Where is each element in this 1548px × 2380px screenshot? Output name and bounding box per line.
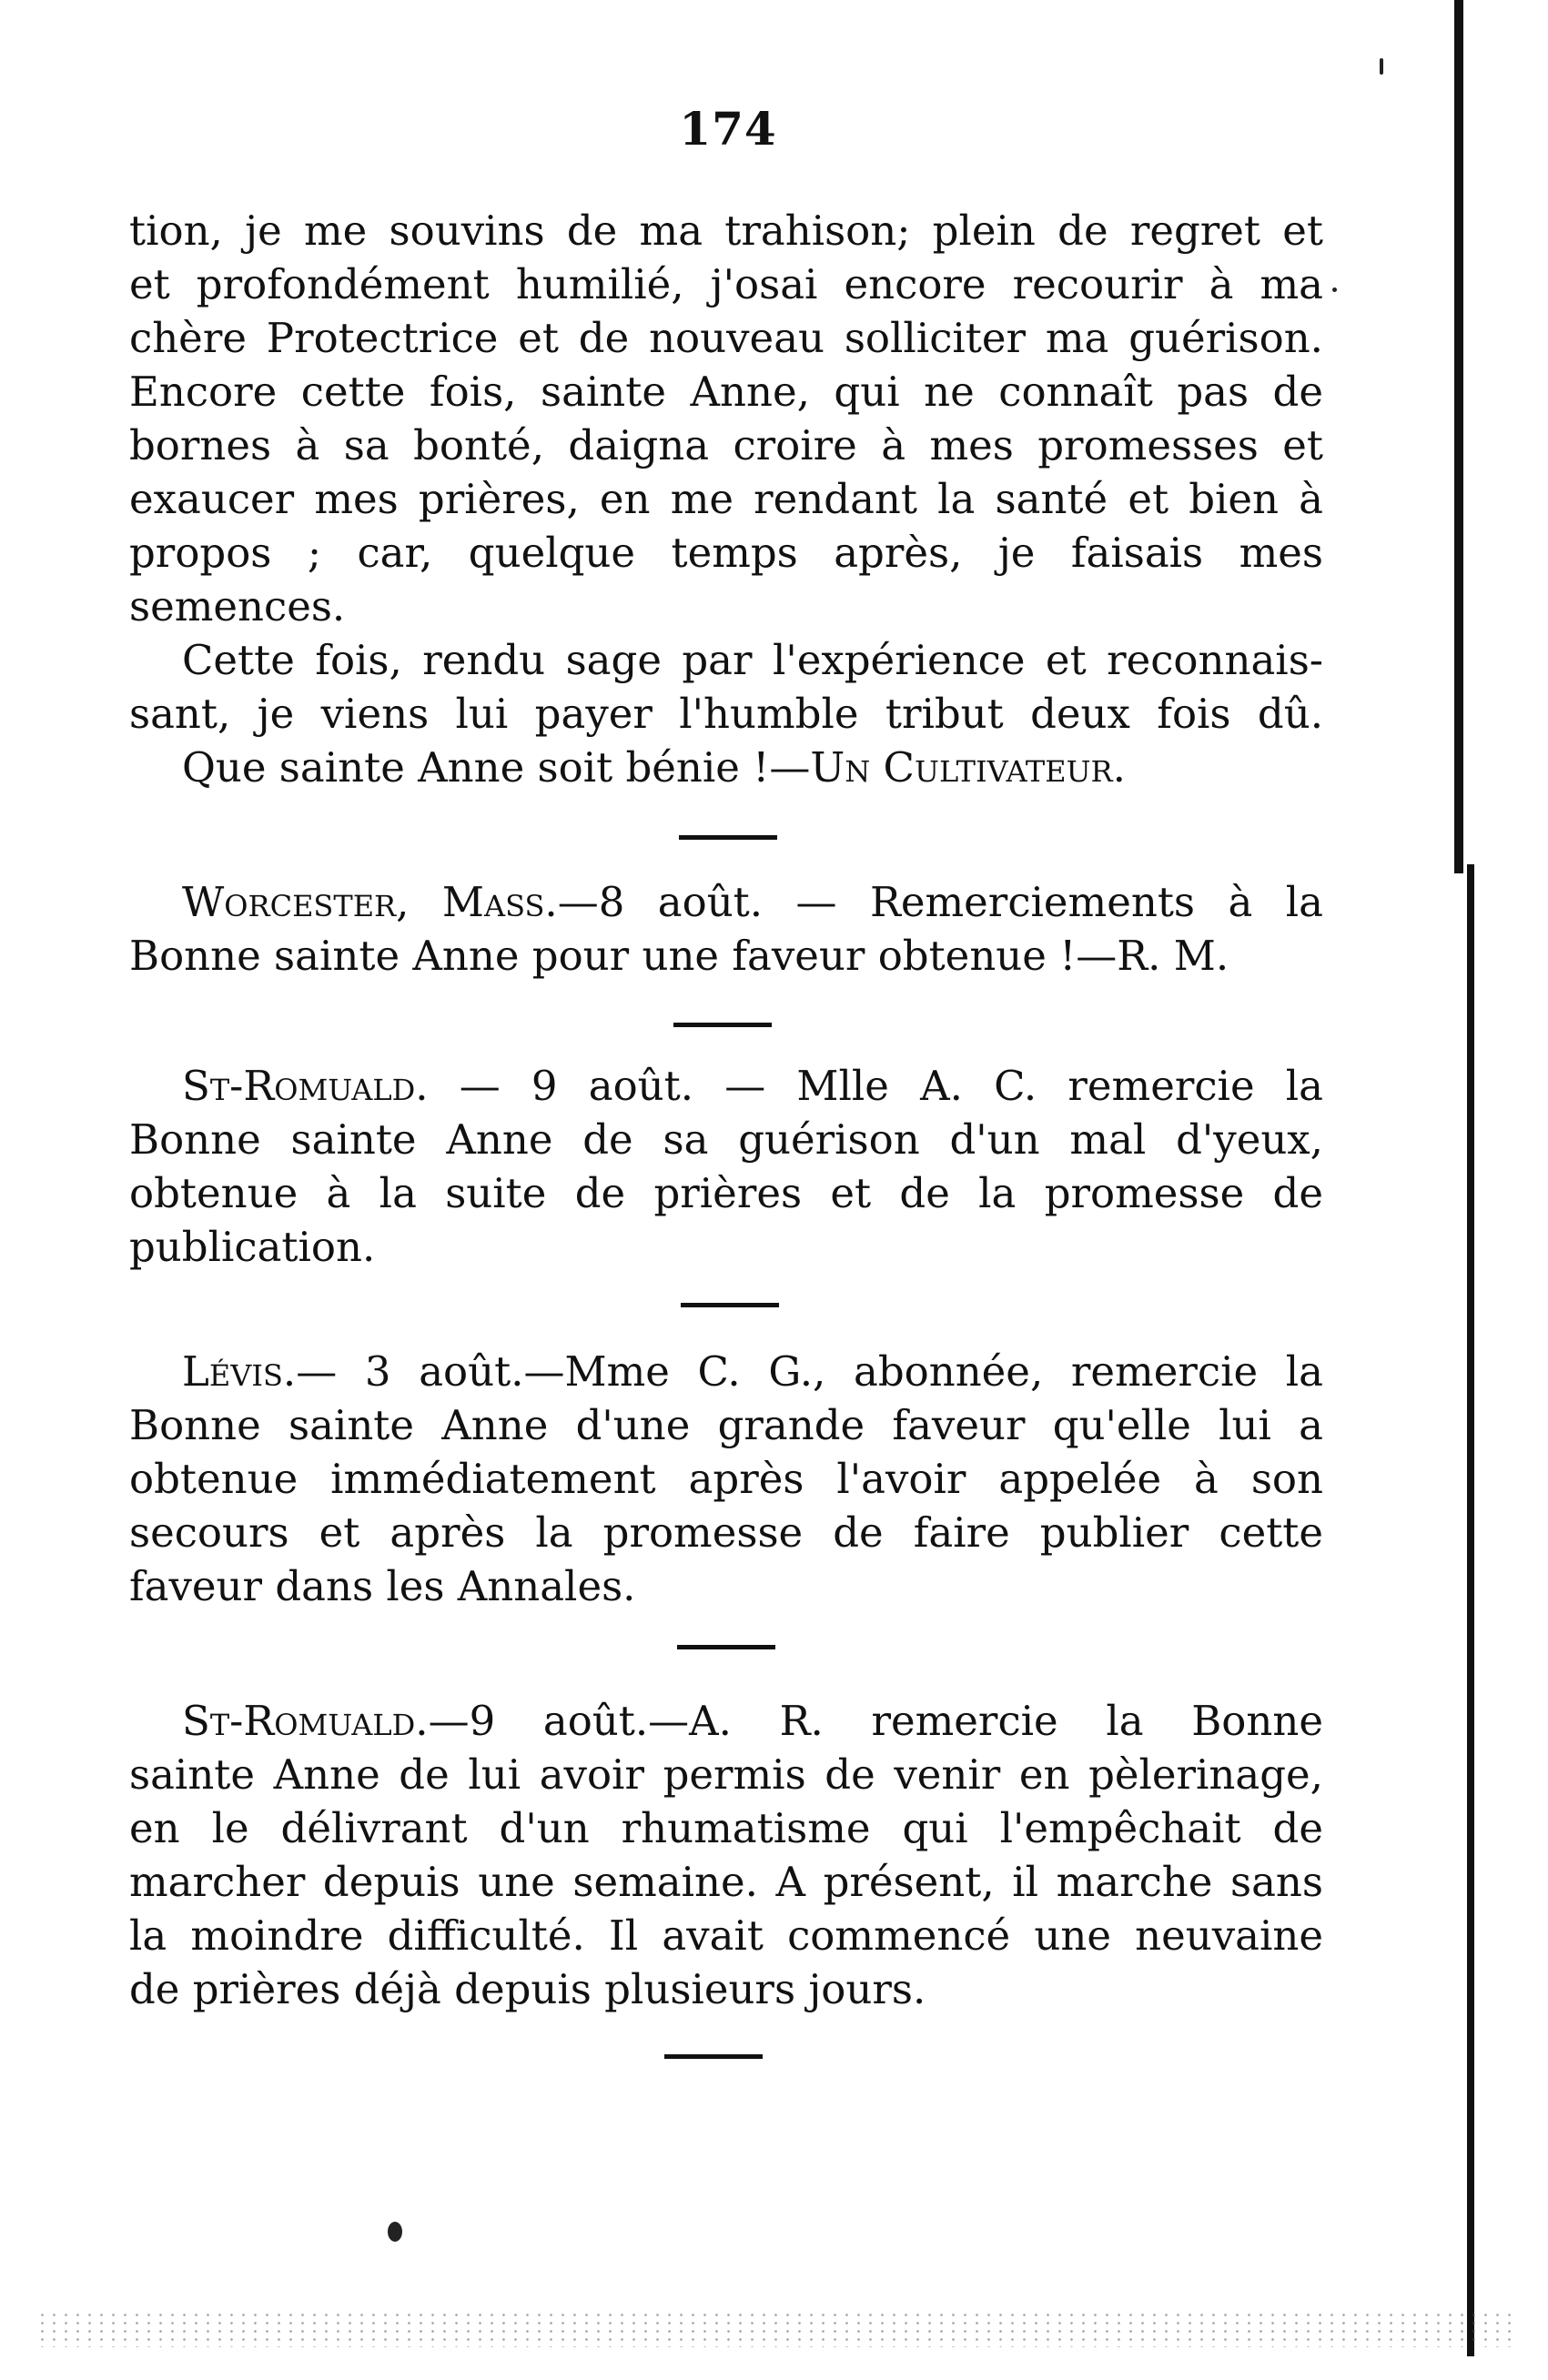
text-line: Bonne sainte Anne de sa guérison d'un mal d'yeux, (129, 1115, 1323, 1164)
text-line: sant, je viens lui payer l'humble tribut deux fois dû. (129, 690, 1323, 738)
text-line: faveur dans les Annales. (129, 1562, 636, 1610)
separator-rule (664, 2054, 763, 2059)
text-line: secours et après la promesse de faire publier cette (129, 1508, 1323, 1557)
text-line: obtenue à la suite de prières et de la promesse de (129, 1169, 1323, 1217)
text-line: marcher depuis une semaine. A présent, il marche sans (129, 1858, 1323, 1906)
text-line (129, 741, 1323, 794)
text-line: sainte Anne de lui avoir permis de venir en pèlerinage, (129, 1750, 1323, 1799)
text-line (129, 875, 1323, 929)
entry-worcester (129, 875, 1323, 983)
paragraph-continuation (129, 204, 1323, 633)
text-line: Bonne sainte Anne d'une grande faveur qu'elle lui a (129, 1401, 1323, 1449)
place-name: Lévis. (182, 1347, 297, 1396)
paragraph-testimony (129, 633, 1323, 794)
text-line: semences. (129, 582, 346, 630)
ink-speck (1380, 58, 1383, 75)
separator-rule (679, 835, 777, 840)
text-line: la moindre difficulté. Il avait commencé une neuvaine (129, 1911, 1323, 1960)
page-edge-line (1454, 0, 1463, 873)
ink-speck (388, 2222, 402, 2242)
text-line (129, 1345, 1323, 1398)
text-line: Bonne sainte Anne pour une faveur obtenue !—R. M. (129, 932, 1229, 980)
text-line: bornes à sa bonté, daigna croire à mes promesses et (129, 421, 1323, 469)
signature: Un Cultivateur. (810, 743, 1126, 792)
entry-levis (129, 1345, 1323, 1613)
ink-speck (1332, 287, 1337, 292)
text-line: chère Protectrice et de nouveau solliciter ma guérison. (129, 314, 1323, 362)
place-name: St-Romuald. (182, 1062, 429, 1110)
text-fragment: —8 août. — Remerciements à la (557, 878, 1323, 926)
page-edge-line (1467, 864, 1474, 2356)
text-line: tion, je me souvins de ma trahison; plein de regret et (129, 207, 1323, 255)
text-line: Encore cette fois, sainte Anne, qui ne connaît pas de (129, 368, 1323, 416)
text-line (129, 1059, 1323, 1113)
separator-rule (681, 1303, 779, 1307)
text-line: obtenue immédiatement après l'avoir appelée à son (129, 1455, 1323, 1503)
text-line: en le délivrant d'un rhumatisme qui l'empêchait de (129, 1804, 1323, 1852)
text-line: et profondément humilié, j'osai encore recourir à ma (129, 260, 1323, 308)
entry-st-romuald-2 (129, 1694, 1323, 2016)
scan-noise (36, 2311, 1511, 2347)
text-fragment: — 9 août. — Mlle A. C. remercie la (428, 1062, 1323, 1110)
separator-rule (677, 1645, 775, 1649)
place-name: St-Romuald. (182, 1697, 429, 1745)
text-line (129, 1694, 1323, 1748)
page-number: 174 (679, 102, 777, 156)
text-line: exaucer mes prières, en me rendant la santé et bien à (129, 475, 1323, 523)
text-line: propos ; car, quelque temps après, je faisais mes (129, 529, 1323, 577)
entry-st-romuald-1 (129, 1059, 1323, 1274)
separator-rule (673, 1023, 772, 1027)
text-line: Cette fois, rendu sage par l'expérience et reconnais- (182, 636, 1323, 684)
place-name: Worcester, Mass. (182, 878, 558, 926)
text-fragment: — 3 août.—Mme C. G., abonnée, remercie la (296, 1347, 1323, 1396)
text-line: publication. (129, 1223, 376, 1271)
text-fragment: Que sainte Anne soit bénie !— (182, 743, 811, 792)
text-line: de prières déjà depuis plusieurs jours. (129, 1965, 926, 2013)
text-fragment: —9 août.—A. R. remercie la Bonne (428, 1697, 1323, 1745)
